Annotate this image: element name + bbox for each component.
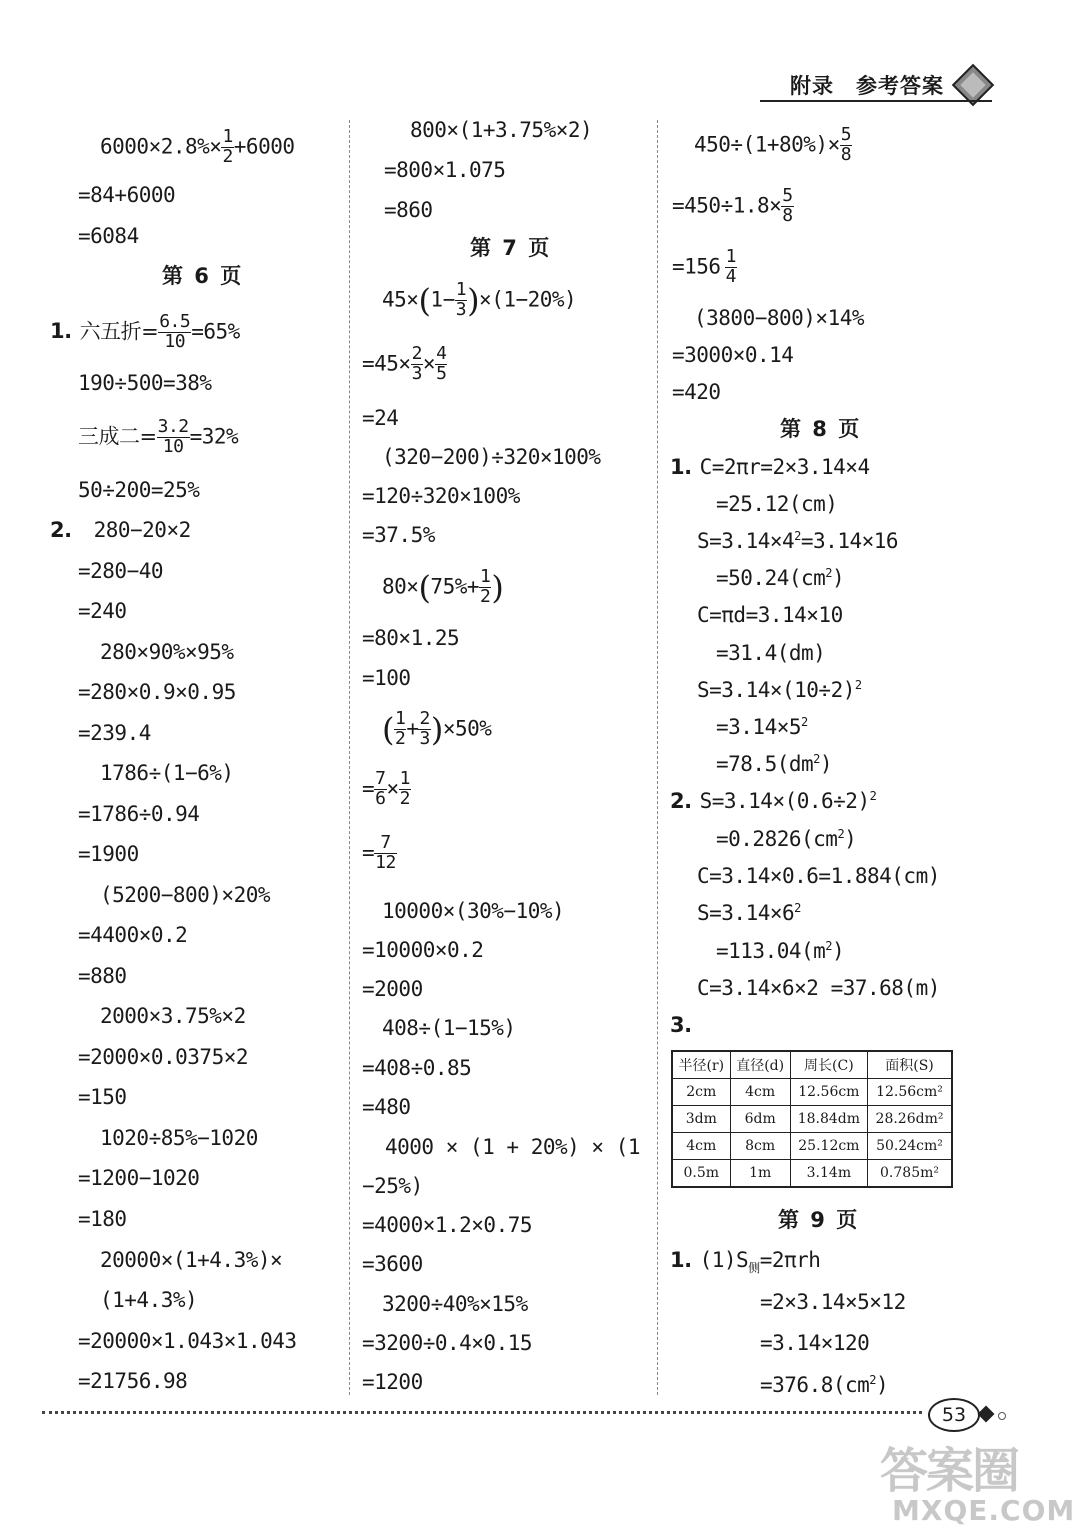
answer-line: =3600 <box>362 1252 423 1276</box>
answer-line: =45× $\frac{2}{3}$ × $\frac{4}{5}$ <box>362 343 447 384</box>
table-cell: 8cm <box>730 1133 790 1160</box>
table-header: 半径(r) <box>672 1051 730 1079</box>
answer-line: =25.12(cm) <box>716 492 838 516</box>
answer-line: =80×1.25 <box>362 626 460 650</box>
answer-line: $=113.04(m^2)$ <box>716 939 845 963</box>
table-cell: 28.26dm² <box>868 1106 953 1133</box>
table-cell: 3.14m <box>790 1160 867 1188</box>
table-cell: 1m <box>730 1160 790 1188</box>
table-row <box>672 1106 952 1133</box>
answer-line: =3.14×120 <box>760 1331 870 1355</box>
footer-dotted-rule <box>42 1411 922 1414</box>
answer-line: (3800−800)×14% <box>694 306 865 330</box>
answer-line: =880 <box>78 964 127 988</box>
answer-line: =3200÷0.4×0.15 <box>362 1331 533 1355</box>
page-number: 53 <box>928 1398 980 1432</box>
answer-line: =24 <box>362 406 399 430</box>
table-cell: 18.84dm <box>790 1106 867 1133</box>
column-separator-2 <box>657 120 658 1395</box>
watermark-logo-text: 答案圈 <box>880 1443 1019 1499</box>
answer-line: =20000×1.043×1.043 <box>78 1329 297 1353</box>
answer-line: =180 <box>78 1207 127 1231</box>
table-header-row <box>672 1051 952 1079</box>
answer-line: =2×3.14×5×12 <box>760 1290 906 1314</box>
answer-line: =408÷0.85 <box>362 1056 472 1080</box>
answer-line: =420 <box>672 380 721 404</box>
table-header: 面积(S) <box>868 1051 953 1079</box>
answer-line: =480 <box>362 1095 411 1119</box>
answer-line: = $\frac{7}{6}$ × $\frac{1}{2}$ <box>362 768 410 809</box>
page-dot-icon <box>998 1412 1006 1420</box>
answer-line: =860 <box>384 198 433 222</box>
question-2: 2. 280−20×2 <box>50 518 191 542</box>
answer-line: $=0.2826(cm^2)$ <box>716 827 857 851</box>
answer-line: =450÷1.8× $\frac{5}{8}$ <box>672 185 793 226</box>
answer-line: (1+4.3%) <box>100 1288 198 1312</box>
answer-line: 2000×3.75%×2 <box>100 1004 246 1028</box>
table-header: 直径(d) <box>730 1051 790 1079</box>
answer-line: (5200−800)×20% <box>100 883 271 907</box>
answer-line: 45×(1− $\frac{1}{3}$ )×(1−20%) <box>382 279 577 320</box>
answer-line: $=3.14\times 5^2$ <box>716 715 808 739</box>
answer-line: $=78.5(dm^2)$ <box>716 752 833 776</box>
table-cell: 6dm <box>730 1106 790 1133</box>
answer-line: 80×(75%+ $\frac{1}{2}$ ) <box>382 566 504 607</box>
table-row <box>672 1160 952 1188</box>
answer-line: =2000×0.0375×2 <box>78 1045 249 1069</box>
answer-line: =120÷320×100% <box>362 484 520 508</box>
answer-line: 20000×(1+4.3%)× <box>100 1248 283 1272</box>
answer-line: =100 <box>362 666 411 690</box>
table-cell: 12.56cm <box>790 1079 867 1106</box>
answer-line: $S=3.14\times 6^2$ <box>697 901 801 925</box>
answer-line: =280−40 <box>78 559 164 583</box>
answer-line: =10000×0.2 <box>362 938 484 962</box>
table-cell: 0.5m <box>672 1160 730 1188</box>
table-header: 周长(C) <box>790 1051 867 1079</box>
answer-line: =280×0.9×0.95 <box>78 680 236 704</box>
answer-line: = $\frac{7}{12}$ <box>362 832 396 873</box>
answer-line: 1020÷85%−1020 <box>100 1126 258 1150</box>
table-row <box>672 1133 952 1160</box>
table-cell: 0.785m² <box>868 1160 953 1188</box>
header-title: 附录 参考答案 <box>790 74 944 98</box>
answer-line: 三成二= $\frac{3.2}{10}$ =32% <box>78 416 239 457</box>
answer-line: =150 <box>78 1085 127 1109</box>
table-cell: 2cm <box>672 1079 730 1106</box>
answer-line: 6000×2.8%× $\frac{1}{2}$ +6000 <box>100 126 295 167</box>
table-cell: 4cm <box>730 1079 790 1106</box>
answer-line: =3000×0.14 <box>672 343 794 367</box>
answer-line: =156 $\frac{1}{4}$ <box>672 246 736 287</box>
answer-line: C=3.14×0.6=1.884(cm) <box>697 864 940 888</box>
answer-line: 10000×(30%−10%) <box>382 899 565 923</box>
answer-line: 190÷500=38% <box>78 371 212 395</box>
header-rule <box>760 100 992 102</box>
section-title-page-8: 第 8 页 <box>780 417 862 441</box>
section-title-page-9: 第 9 页 <box>778 1208 860 1232</box>
table-cell: 50.24cm² <box>868 1133 953 1160</box>
answer-line: =31.4(dm) <box>716 641 826 665</box>
watermark-logo <box>880 1432 1075 1532</box>
section-title-page-6: 第 6 页 <box>162 264 244 288</box>
answer-line: −25%) <box>362 1174 423 1198</box>
answer-line: =21756.98 <box>78 1369 188 1393</box>
table-cell: 25.12cm <box>790 1133 867 1160</box>
answer-line: C=πd=3.14×10 <box>697 603 843 627</box>
answer-line: $S=3.14\times 4^2=3.14\times 16$ <box>697 529 899 553</box>
question-1: 1. C=2πr=2×3.14×4 <box>670 455 870 479</box>
answer-line: =4400×0.2 <box>78 923 188 947</box>
circle-table <box>671 1050 953 1188</box>
page-diamond-icon <box>978 1406 995 1423</box>
answer-line: =239.4 <box>78 721 151 745</box>
question-2: 2. $S=3.14\times(0.6\div 2)^2$ <box>670 789 877 813</box>
answer-line: =1786÷0.94 <box>78 802 200 826</box>
answer-line: =6084 <box>78 224 139 248</box>
answer-line: (320−200)÷320×100% <box>382 445 601 469</box>
answer-line: $S=3.14\times(10\div 2)^2$ <box>697 678 862 702</box>
answer-line: =2000 <box>362 977 423 1001</box>
column-separator-1 <box>349 120 350 1395</box>
answer-line: $=376.8(cm^2)$ <box>760 1373 889 1397</box>
answer-line: =84+6000 <box>78 183 176 207</box>
question-3: 3. <box>670 1013 692 1037</box>
answer-line: =1900 <box>78 842 139 866</box>
answer-line: =800×1.075 <box>384 158 506 182</box>
answer-line: 800×(1+3.75%×2) <box>410 118 593 142</box>
answer-line: 4000 × (1 + 20%) × (1 <box>385 1135 641 1159</box>
page-header <box>760 62 1050 102</box>
answer-line: 3200÷40%×15% <box>382 1292 528 1316</box>
table-cell: 4cm <box>672 1133 730 1160</box>
section-title-page-7: 第 7 页 <box>470 236 552 260</box>
question-1-part-1: 1. $(1)S_侧=2\pi rh$ <box>670 1248 821 1276</box>
answer-line: 1786÷(1−6%) <box>100 761 234 785</box>
table-cell: 3dm <box>672 1106 730 1133</box>
answer-line: ( $\frac{1}{2}$ + $\frac{2}{3}$ )×50% <box>382 708 492 749</box>
table-row <box>672 1079 952 1106</box>
question-1: 1. 六五折= $\frac{6.5}{10}$ =65% <box>50 311 240 352</box>
answer-line: 408÷(1−15%) <box>382 1016 516 1040</box>
answer-line: =1200 <box>362 1370 423 1394</box>
answer-line: $=50.24(cm^2)$ <box>716 566 845 590</box>
answer-line: =4000×1.2×0.75 <box>362 1213 533 1237</box>
answer-line: 50÷200=25% <box>78 478 200 502</box>
answer-line: =37.5% <box>362 523 435 547</box>
answer-line: 280×90%×95% <box>100 640 234 664</box>
answer-line: =240 <box>78 599 127 623</box>
table-cell: 12.56cm² <box>868 1079 953 1106</box>
watermark-site-text: MXQE.COM <box>892 1494 1075 1527</box>
answer-line: C=3.14×6×2 =37.68(m) <box>697 976 940 1000</box>
answer-line: =1200−1020 <box>78 1166 200 1190</box>
answer-line: 450÷(1+80%)× $\frac{5}{8}$ <box>694 124 852 165</box>
